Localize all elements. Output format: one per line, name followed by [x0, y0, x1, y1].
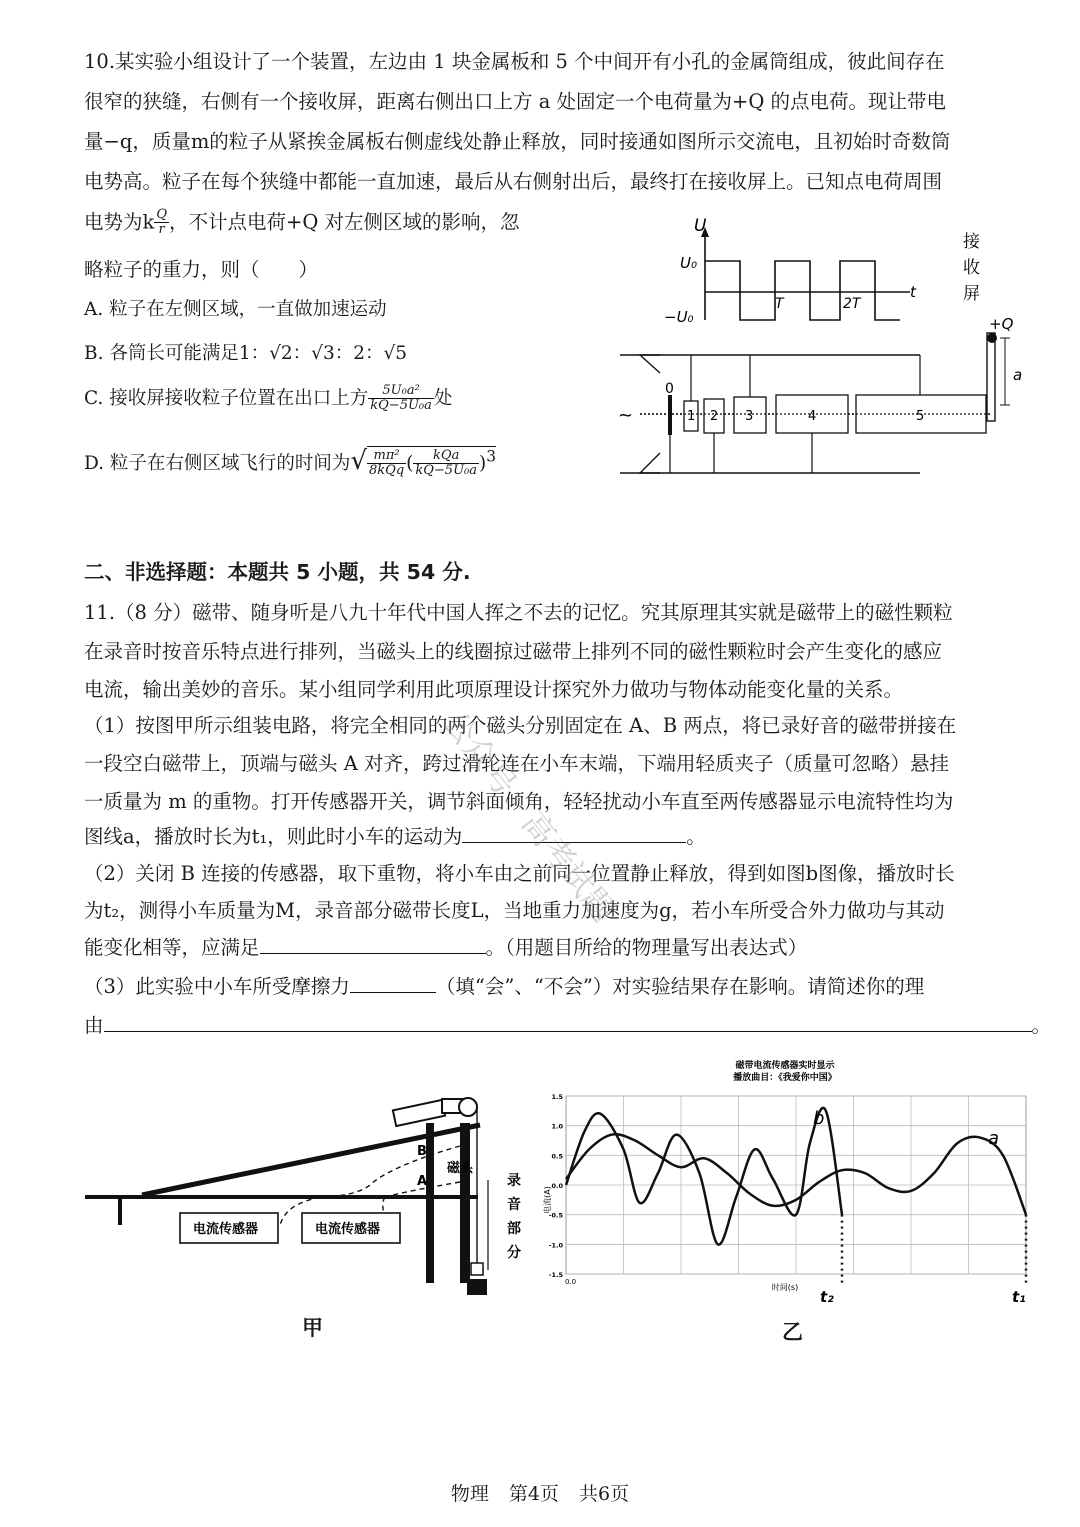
frac-den: kQ−5U₀a: [415, 463, 477, 479]
t-axis-label: t: [910, 283, 916, 301]
figure-yi-caption: 乙: [782, 1320, 803, 1344]
watermark: 公众号：高考试题: [435, 703, 623, 929]
footer-subject: 物理: [450, 1483, 489, 1505]
sensor-1-label: 电流传感器: [193, 1222, 259, 1237]
q11-p2-line3: [84, 938, 807, 958]
q10-line5b: ，不计点电荷+Q 对左侧区域的影响，忽: [169, 210, 520, 234]
upper-wire: [640, 355, 920, 373]
screen-label-3: 屏: [963, 284, 980, 304]
option-c-pre: C. 接收屏接收粒子位置在出口上方: [84, 387, 369, 409]
t2-label: t₂: [820, 1288, 834, 1306]
head-b-label: B: [417, 1144, 427, 1159]
frac-den: r: [158, 222, 165, 238]
potential-fraction: [154, 208, 169, 238]
t-tick-2: 2T: [843, 296, 861, 312]
curve-b-label: b: [813, 1108, 825, 1129]
clip: [471, 1263, 483, 1275]
q10-line4: 电势高。粒子在每个狭缝中都能一直加速，最后从右侧射出后，最终打在接收屏上。已知点电荷周围: [84, 170, 943, 193]
frac-num: mπ²: [367, 449, 406, 464]
tube-5-label: 5: [916, 409, 925, 424]
pulley: [459, 1098, 477, 1116]
figure-yi-chart: [540, 1052, 1040, 1312]
tube-4-label: 4: [808, 409, 817, 424]
q11-p3-line1a: （3）此实验中小车所受摩擦力: [84, 975, 350, 998]
metal-plate: [668, 395, 672, 435]
chart-subtitle: 播放曲目：《我爱你中国》: [733, 1073, 837, 1083]
weight: [467, 1279, 487, 1295]
t-tick-1: T: [775, 296, 784, 312]
receiving-screen: [987, 333, 995, 421]
cart: [393, 1100, 445, 1126]
x-tick-0: 0.0: [565, 1278, 577, 1286]
frac-den: kQ−5U₀a: [370, 398, 432, 414]
screen-label-1: 接: [963, 232, 980, 252]
head-a-label: A: [417, 1174, 428, 1189]
option-c: [84, 384, 452, 414]
option-d-frac1: [367, 449, 406, 479]
answer-blank-4[interactable]: [104, 1029, 1032, 1032]
option-a: A. 粒子在左侧区域，一直做加速运动: [84, 299, 387, 320]
y-tick-label: 1.5: [551, 1093, 563, 1101]
q11-p3-line1b: （填“会”、“不会”）对实验结果存在影响。请简述你的理: [435, 975, 925, 998]
tube-1-label: 1: [687, 409, 696, 424]
q11-p3-line2a: 由: [84, 1014, 104, 1037]
record-label-3: 部: [507, 1221, 521, 1237]
head-label: 磁头: [447, 1161, 474, 1176]
q10-line5: [84, 208, 520, 238]
incline-post: [426, 1123, 434, 1283]
y-tick-label: 0.0: [551, 1182, 563, 1190]
record-label-2: 音: [507, 1197, 521, 1213]
q11-p1-line3: 一质量为 m 的重物。打开传感器开关，调节斜面倾角，轻轻扰动小车直至两传感器显示电流特性均为: [84, 790, 954, 813]
sqrt-sign: √: [350, 445, 368, 476]
sqrt-body: $\frac{\text{mπ²}}{\text{8kQq}}$ ( $\frac{\text{kQa}}{\text{kQ−5U₀a}}$ )$^3$: [369, 447, 497, 479]
option-d-pre: D. 粒子在右侧区域飞行的时间为: [84, 452, 351, 474]
y-tick-label: 0.5: [551, 1152, 563, 1161]
q10-figure: [600, 205, 1070, 500]
exponent: 3: [486, 447, 497, 466]
q11-line2: 在录音时按音乐特点进行排列，当磁头上的线圈掠过磁带上排列不同的磁性颗粒时会产生变化的感应: [84, 640, 943, 663]
tube-2-label: 2: [710, 409, 719, 424]
q10-line5a: 电势为k: [84, 210, 155, 234]
plate-label: 0: [665, 381, 674, 397]
q11-p2-line2: 为t₂，测得小车质量为M，录音部分磁带长度L，当地重力加速度为g，若小车所受合外力做功与其动: [84, 899, 945, 922]
option-c-fraction: [368, 384, 434, 414]
q11-p2-line1: （2）关闭 B 连接的传感器，取下重物，将小车由之前同一位置静止释放，得到如图b图像，播放时长: [84, 862, 955, 885]
q11-p3-line1: [84, 977, 924, 997]
head-a: [460, 1177, 470, 1187]
section-2-title: 二、非选择题：本题共 5 小题，共 54 分.: [84, 560, 471, 584]
curve-a-label: a: [988, 1128, 1000, 1149]
option-d-frac2: [413, 449, 479, 479]
option-d: [84, 446, 496, 479]
q10-line6: 略粒子的重力，则（ ）: [84, 258, 319, 281]
record-label-4: 分: [507, 1245, 521, 1261]
tube-3-label: 3: [745, 409, 754, 424]
frac-num: 5U₀a²: [368, 384, 434, 399]
neg-u0-label: −U₀: [664, 308, 694, 326]
lower-wire: [640, 453, 920, 473]
answer-blank-3[interactable]: [350, 990, 436, 993]
frac-num: Q: [156, 207, 167, 222]
charge-label: +Q: [989, 315, 1014, 333]
q11-p1-line4b: 。: [686, 825, 706, 848]
dist-label: a: [1013, 366, 1023, 384]
record-label-1: 录: [507, 1173, 521, 1189]
answer-blank-2[interactable]: [260, 951, 486, 954]
square-wave: [705, 261, 900, 320]
q11-p1-line4a: 图线a，播放时长为t₁，则此时小车的运动为: [84, 825, 463, 848]
q11-p1-line1: （1）按图甲所示组装电路，将完全相同的两个磁头分别固定在 A、B 两点，将已录好音的磁带拼接在: [84, 714, 957, 737]
figure-jia: [80, 1085, 540, 1305]
q11-p3-line2b: 。: [1031, 1014, 1052, 1037]
series-b-line: [566, 1108, 842, 1245]
q11-p2-line3a: 能变化相等，应满足: [84, 936, 260, 959]
u0-label: U₀: [680, 254, 697, 272]
t1-label: t₁: [1012, 1288, 1026, 1306]
q10-line2: 很窄的狭缝，右侧有一个接收屏，距离右侧出口上方 a 处固定一个电荷量为+Q 的点电荷。现让带电: [84, 90, 947, 113]
y-tick-label: 1.0: [551, 1122, 563, 1131]
head-b: [460, 1141, 470, 1151]
y-tick-label: -1.5: [548, 1271, 563, 1279]
option-b: B. 各筒长可能满足1：√2：√3：2：√5: [84, 343, 408, 364]
y-tick-label: -0.5: [548, 1211, 563, 1220]
sensor-2-label: 电流传感器: [315, 1222, 381, 1237]
q10-line1: 10.某实验小组设计了一个装置，左边由 1 块金属板和 5 个中间开有小孔的金属筒组成，彼此间存在: [84, 50, 945, 73]
q11-p3-line2: [84, 1016, 1051, 1036]
chart-xlabel: 时间(s): [771, 1283, 799, 1292]
footer-total: 共6页: [579, 1483, 630, 1505]
q11-p1-line4: [84, 827, 706, 847]
figure-jia-caption: 甲: [302, 1316, 323, 1340]
q11-line3: 电流，输出美妙的音乐。某小组同学利用此项原理设计探究外力做功与物体动能变化量的关系。: [84, 678, 904, 701]
q11-line1: 11.（8 分）磁带、随身听是八九十年代中国人挥之不去的记忆。究其原理其实就是磁带上的磁性颗粒: [84, 601, 953, 624]
page-footer: [0, 1479, 1080, 1506]
screen-label-2: 收: [963, 258, 980, 278]
q11-p1-line2: 一段空白磁带上，顶端与磁头 A 对齐，跨过滑轮连在小车末端，下端用轻质夹子（质量可忽略）悬挂: [84, 752, 949, 775]
footer-page: 第4页: [508, 1483, 559, 1505]
u-axis-label: U: [694, 216, 707, 236]
y-tick-label: -1.0: [548, 1241, 563, 1250]
q11-p2-line3b: 。（用题目所给的物理量写出表达式）: [485, 936, 808, 959]
chart-ylabel: 电流(A): [543, 1186, 552, 1214]
q10-line3: 量−q，质量m的粒子从紧挨金属板右侧虚线处静止释放，同时接通如图所示交流电，且初始时奇数筒: [84, 130, 951, 153]
ac-source: ~: [618, 405, 634, 426]
frac-den: 8kQq: [369, 463, 405, 479]
frac-num: kQa: [413, 449, 479, 464]
option-c-post: 处: [433, 387, 453, 409]
chart-title: 磁带电流传感器实时显示: [735, 1061, 835, 1071]
point-charge: [987, 333, 997, 343]
